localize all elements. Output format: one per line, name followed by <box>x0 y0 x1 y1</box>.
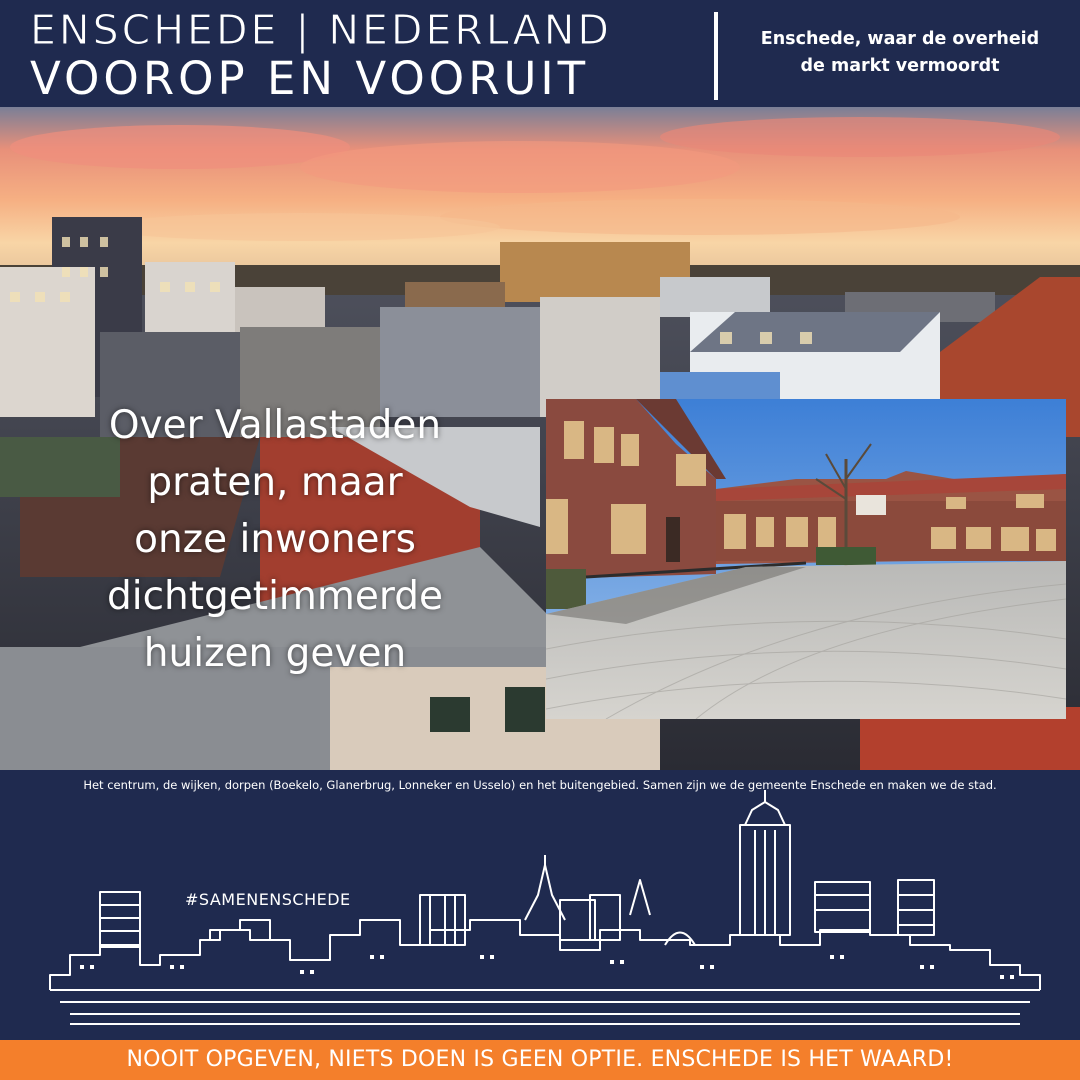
hashtag-label: #SAMENENSCHEDE <box>185 890 351 909</box>
skyline-panel <box>0 770 1080 1040</box>
slogan-line: huizen geven <box>143 631 407 676</box>
municipality-caption: Het centrum, de wijken, dorpen (Boekelo, Glanerbrug, Lonneker en Usselo) en het buitengebied. Samen zijn we de gemeente Enschede en maken we de stad. <box>83 778 997 792</box>
slogan-line: Over Vallastaden <box>108 403 442 448</box>
header-tagline <box>730 26 1070 80</box>
slogan-text <box>20 397 530 682</box>
street-scene-image <box>546 399 1066 719</box>
city-skyline-illustration <box>0 770 1080 1040</box>
cityscape-photo <box>0 107 1080 770</box>
slogan-line: praten, maar <box>147 460 403 505</box>
footer-banner: NOOIT OPGEVEN, NIETS DOEN IS GEEN OPTIE. ENSCHEDE IS HET WAARD! <box>0 1040 1080 1080</box>
tagline-line2: de markt vermoordt <box>800 56 1000 76</box>
boarded-houses-photo <box>546 399 1066 719</box>
header-divider <box>714 12 718 100</box>
slogan-line: onze inwoners <box>134 517 416 562</box>
header-title-line2: VOOROP EN VOORUIT <box>30 52 590 105</box>
slogan-line: dichtgetimmerde <box>107 574 443 619</box>
header-banner <box>0 0 1080 107</box>
header-title-line1: ENSCHEDE | NEDERLAND <box>30 6 612 54</box>
tagline-line1: Enschede, waar de overheid <box>760 29 1040 49</box>
